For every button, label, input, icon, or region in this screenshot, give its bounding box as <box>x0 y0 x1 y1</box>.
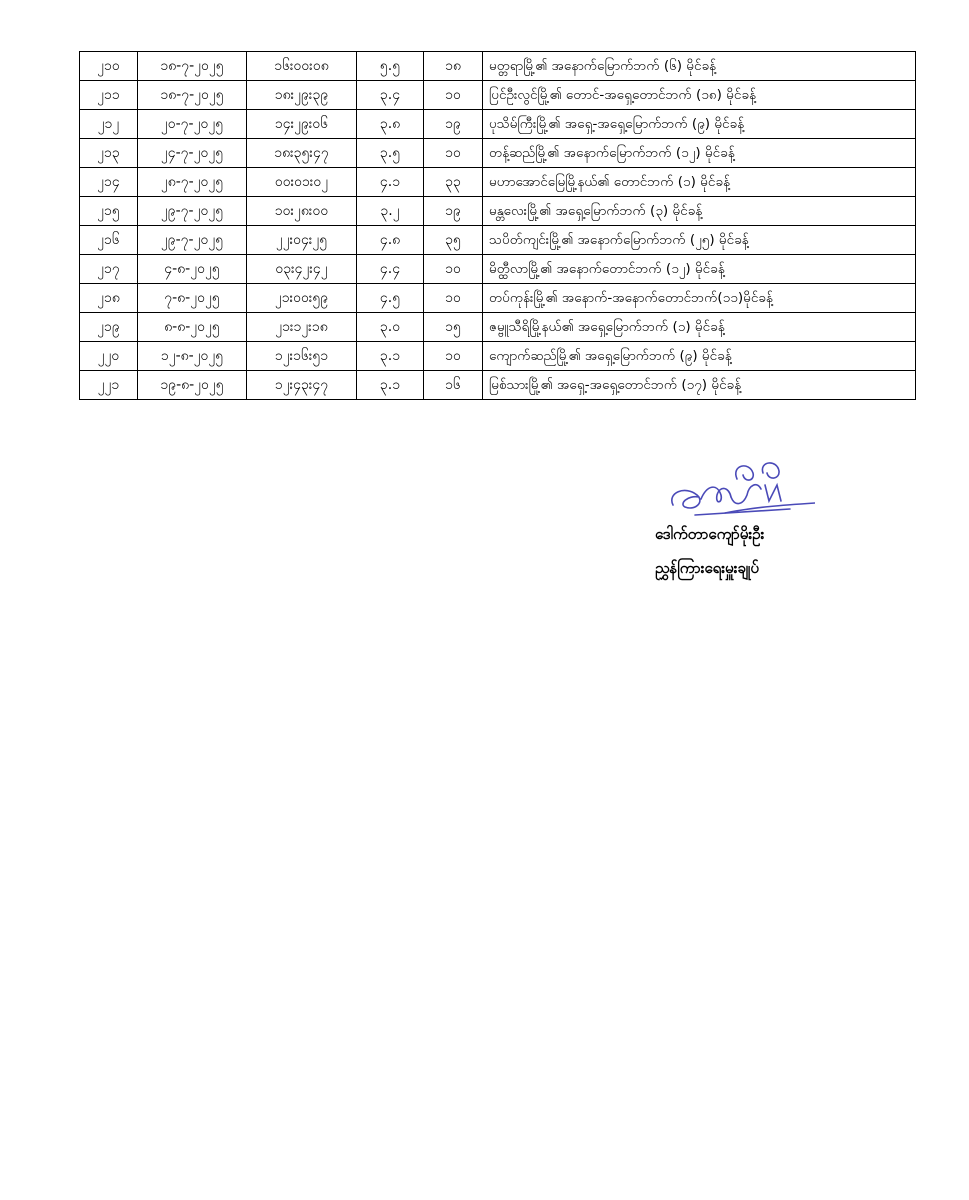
time-cell: ၁၈း၂၉း၃၉ <box>247 81 357 110</box>
depth-cell: ၁၀ <box>424 81 483 110</box>
date-cell: ၂၈-၇-၂၀၂၅ <box>138 168 247 197</box>
depth-cell: ၁၆ <box>424 371 483 400</box>
time-cell: ၁၈း၃၅း၄၇ <box>247 139 357 168</box>
table-row <box>80 168 916 197</box>
depth-cell: ၁၉ <box>424 110 483 139</box>
date-cell: ၂၉-၇-၂၀၂၅ <box>138 226 247 255</box>
event-number-cell: ၂၁၈ <box>80 284 138 313</box>
time-cell: ၁၂း၄၃း၄၇ <box>247 371 357 400</box>
location-cell: ဇမ္ဗူသီရိမြို့နယ်၏ အရှေ့မြောက်ဘက် (၁) မိုင်ခန့် <box>483 313 916 342</box>
date-cell: ၂၀-၇-၂၀၂၅ <box>138 110 247 139</box>
table-row <box>80 81 916 110</box>
event-number-cell: ၂၁၁ <box>80 81 138 110</box>
event-number-cell: ၂၁၇ <box>80 255 138 284</box>
event-number-cell: ၂၁၃ <box>80 139 138 168</box>
signatory-title: ညွှန်ကြားရေးမှူးချုပ် <box>655 559 759 577</box>
event-number-cell: ၂၂၁ <box>80 371 138 400</box>
date-cell: ၇-၈-၂၀၂၅ <box>138 284 247 313</box>
magnitude-cell: ၅.၅ <box>357 52 424 81</box>
magnitude-cell: ၄.၈ <box>357 226 424 255</box>
event-number-cell: ၂၂၀ <box>80 342 138 371</box>
date-cell: ၈-၈-၂၀၂၅ <box>138 313 247 342</box>
table-row <box>80 110 916 139</box>
location-cell: ကျောက်ဆည်မြို့၏ အရှေ့မြောက်ဘက် (၉) မိုင်ခန့် <box>483 342 916 371</box>
location-cell: မဟာအောင်မြေမြို့နယ်၏ တောင်ဘက် (၁) မိုင်ခန့် <box>483 168 916 197</box>
table-row <box>80 52 916 81</box>
location-cell: မြစ်သားမြို့၏ အရှေ့-အရှေ့တောင်ဘက် (၁၇) မိုင်ခန့် <box>483 371 916 400</box>
location-cell: ပြင်ဦးလွင်မြို့၏ တောင်-အရှေ့တောင်ဘက် (၁၈) မိုင်ခန့် <box>483 81 916 110</box>
date-cell: ၂၉-၇-၂၀၂၅ <box>138 197 247 226</box>
date-cell: ၂၄-၇-၂၀၂၅ <box>138 139 247 168</box>
time-cell: ၀၀း၀၁း၀၂ <box>247 168 357 197</box>
time-cell: ၂၁း၀၀း၅၉ <box>247 284 357 313</box>
signatory-name: ဒေါက်တာကျော်မိုးဦး <box>655 525 765 543</box>
magnitude-cell: ၃.၁ <box>357 342 424 371</box>
location-cell: တန့်ဆည်မြို့၏ အနောက်မြောက်ဘက် (၁၂) မိုင်ခန့် <box>483 139 916 168</box>
depth-cell: ၁၉ <box>424 197 483 226</box>
date-cell: ၁၂-၈-၂၀၂၅ <box>138 342 247 371</box>
event-number-cell: ၂၁၅ <box>80 197 138 226</box>
depth-cell: ၁၀ <box>424 255 483 284</box>
magnitude-cell: ၄.၁ <box>357 168 424 197</box>
date-cell: ၁၈-၇-၂၀၂၅ <box>138 52 247 81</box>
depth-cell: ၃၅ <box>424 226 483 255</box>
location-cell: မန္တလေးမြို့၏ အရှေ့မြောက်ဘက် (၃) မိုင်ခန့် <box>483 197 916 226</box>
table-row <box>80 371 916 400</box>
magnitude-cell: ၄.၄ <box>357 255 424 284</box>
depth-cell: ၁၀ <box>424 284 483 313</box>
date-cell: ၁၉-၈-၂၀၂၅ <box>138 371 247 400</box>
table-row <box>80 197 916 226</box>
location-cell: မတ္တရာမြို့၏ အနောက်မြောက်ဘက် (၆) မိုင်ခန့် <box>483 52 916 81</box>
time-cell: ၂၁း၁၂း၁၈ <box>247 313 357 342</box>
location-cell: မိတ္ထီလာမြို့၏ အနောက်တောင်ဘက် (၁၂) မိုင်ခန့် <box>483 255 916 284</box>
earthquake-table <box>79 51 916 400</box>
event-number-cell: ၂၁၂ <box>80 110 138 139</box>
time-cell: ၀၃း၄၂း၄၂ <box>247 255 357 284</box>
handwritten-signature <box>665 455 815 525</box>
magnitude-cell: ၃.၅ <box>357 139 424 168</box>
magnitude-cell: ၄.၅ <box>357 284 424 313</box>
depth-cell: ၁၅ <box>424 313 483 342</box>
table-row <box>80 284 916 313</box>
table-row <box>80 139 916 168</box>
location-cell: သပိတ်ကျင်းမြို့၏ အနောက်မြောက်ဘက် (၂၅) မိုင်ခန့် <box>483 226 916 255</box>
table-row <box>80 342 916 371</box>
magnitude-cell: ၃.၈ <box>357 110 424 139</box>
location-cell: ပုသိမ်ကြီးမြို့၏ အရှေ့-အရှေ့မြောက်ဘက် (၉) မိုင်ခန့် <box>483 110 916 139</box>
time-cell: ၁၆း၀၀း၀၈ <box>247 52 357 81</box>
date-cell: ၁၈-၇-၂၀၂၅ <box>138 81 247 110</box>
magnitude-cell: ၃.၁ <box>357 371 424 400</box>
location-cell: တပ်ကုန်းမြို့၏ အနောက်-အနောက်တောင်ဘက်(၁၁)မိုင်ခန့် <box>483 284 916 313</box>
table-row <box>80 313 916 342</box>
time-cell: ၁၂း၁၆း၅၁ <box>247 342 357 371</box>
magnitude-cell: ၃.၀ <box>357 313 424 342</box>
table-row <box>80 255 916 284</box>
event-number-cell: ၂၁၉ <box>80 313 138 342</box>
depth-cell: ၁၀ <box>424 139 483 168</box>
time-cell: ၁၀း၂၈း၀၀ <box>247 197 357 226</box>
time-cell: ၂၂း၀၄း၂၅ <box>247 226 357 255</box>
depth-cell: ၃၃ <box>424 168 483 197</box>
magnitude-cell: ၃.၄ <box>357 81 424 110</box>
date-cell: ၄-၈-၂၀၂၅ <box>138 255 247 284</box>
table-body <box>80 52 916 400</box>
time-cell: ၁၄း၂၉း၀၆ <box>247 110 357 139</box>
event-number-cell: ၂၁၆ <box>80 226 138 255</box>
depth-cell: ၁၀ <box>424 342 483 371</box>
depth-cell: ၁၈ <box>424 52 483 81</box>
magnitude-cell: ၃.၂ <box>357 197 424 226</box>
event-number-cell: ၂၁၄ <box>80 168 138 197</box>
table-row <box>80 226 916 255</box>
event-number-cell: ၂၁၀ <box>80 52 138 81</box>
